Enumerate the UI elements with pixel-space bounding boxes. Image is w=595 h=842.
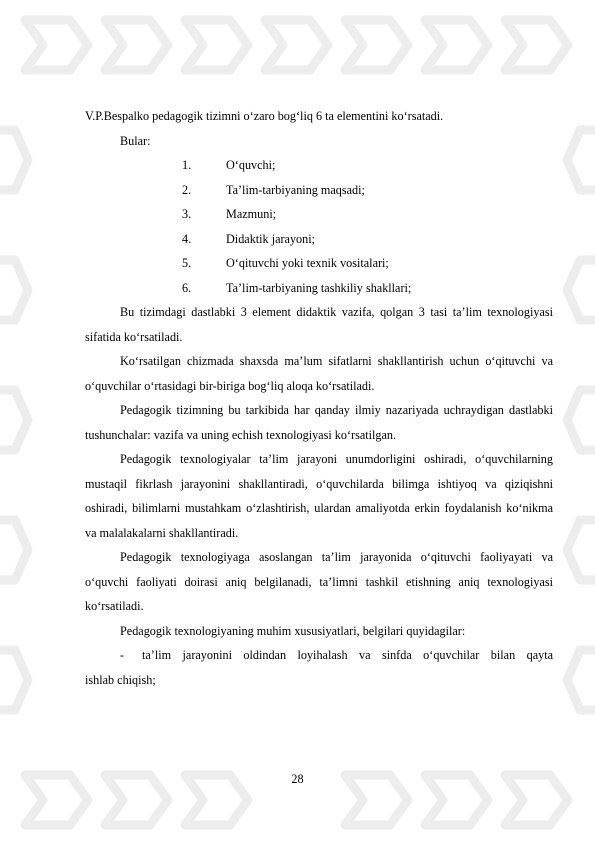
numbered-list: [85, 153, 553, 300]
watermark-column-right: [567, 130, 595, 710]
list-text: O‘qituvchi yoki texnik vositalari;: [226, 256, 389, 270]
list-text: Ta’lim-tarbiyaning tashkiliy shakllari;: [226, 280, 412, 295]
list-item: [85, 227, 553, 252]
list-number: 5.: [182, 256, 192, 270]
list-number: 6.: [182, 280, 192, 295]
paragraph: Bu tizimdagi dastlabki 3 element didaktik vazifa, qolgan 3 tasi ta’lim texnologiyasi sifatida ko‘rsatiladi.: [85, 305, 553, 344]
paragraph: Pedagogik texnologiyaga asoslangan ta’lim jarayonida o‘qituvchi faoliyayati va o‘quvchi faoliyati doirasi aniq belgilanadi, ta’limni tashkil etishning aniq texnologiyasi ko‘rsatiladi.: [85, 550, 553, 613]
dash-item-text: ta’lim jarayonini oldindan loyihalash va sinfda o‘quvchilar bilan qayta: [142, 648, 553, 662]
list-number: 4.: [182, 231, 192, 246]
watermark-column-left: [0, 130, 28, 710]
list-item: [85, 276, 553, 301]
dash-item-continuation: ishlab chiqish;: [85, 672, 156, 687]
heading-line: V.P.Bespalko pedagogik tizimni o‘zaro bog‘liq 6 ta elementini ko‘rsatadi.: [85, 109, 444, 123]
list-text: Mazmuni;: [226, 207, 277, 221]
list-item: [85, 202, 553, 227]
list-number: 1.: [182, 158, 192, 172]
list-text: Didaktik jarayoni;: [226, 231, 316, 246]
list-item: [85, 178, 553, 203]
list-text: O‘quvchi;: [226, 158, 276, 172]
paragraph: Pedagogik texnologiyalar ta’lim jarayoni unumdorligini oshiradi, o‘quvchilarning mustaqil fikrlash jarayonini shakllantiradi, o‘quvchilarda bilimga ishtiyoq va qiziqishni oshiradi, bilimlarni mustahkam o‘zlashtirish, ulardan amaliyotda erkin foydalanish ko‘nikma va malalakalarni shakllantiradi.: [85, 452, 553, 540]
dash-item: [85, 643, 553, 668]
watermark-row-top: [25, 20, 568, 70]
intro-text: Bular:: [120, 133, 151, 148]
list-item: [85, 153, 553, 178]
document-body: [85, 104, 553, 692]
dash-marker: -: [120, 648, 125, 662]
paragraph: Pedagogik tizimning bu tarkibida har qanday ilmiy nazariyada uchraydigan dastlabki tushunchalar: vazifa va uning echish texnologiyasi ko‘rsatilgan.: [85, 403, 553, 442]
list-item: [85, 251, 553, 276]
paragraph: Ko‘rsatilgan chizmada shaxsda ma’lum sifatlarni shakllantirish uchun o‘qituvchi va o‘quvchilar o‘rtasidagi bir-biriga bog‘liq aloqa ko‘rsatiladi.: [85, 354, 553, 393]
list-number: 3.: [182, 207, 192, 221]
list-text: Ta’lim-tarbiyaning maqsadi;: [226, 182, 365, 197]
paragraph: Pedagogik texnologiyaning muhim xususiyatlari, belgilari quyidagilar:: [120, 623, 466, 638]
page-number: 28: [291, 772, 304, 786]
list-number: 2.: [182, 182, 192, 197]
